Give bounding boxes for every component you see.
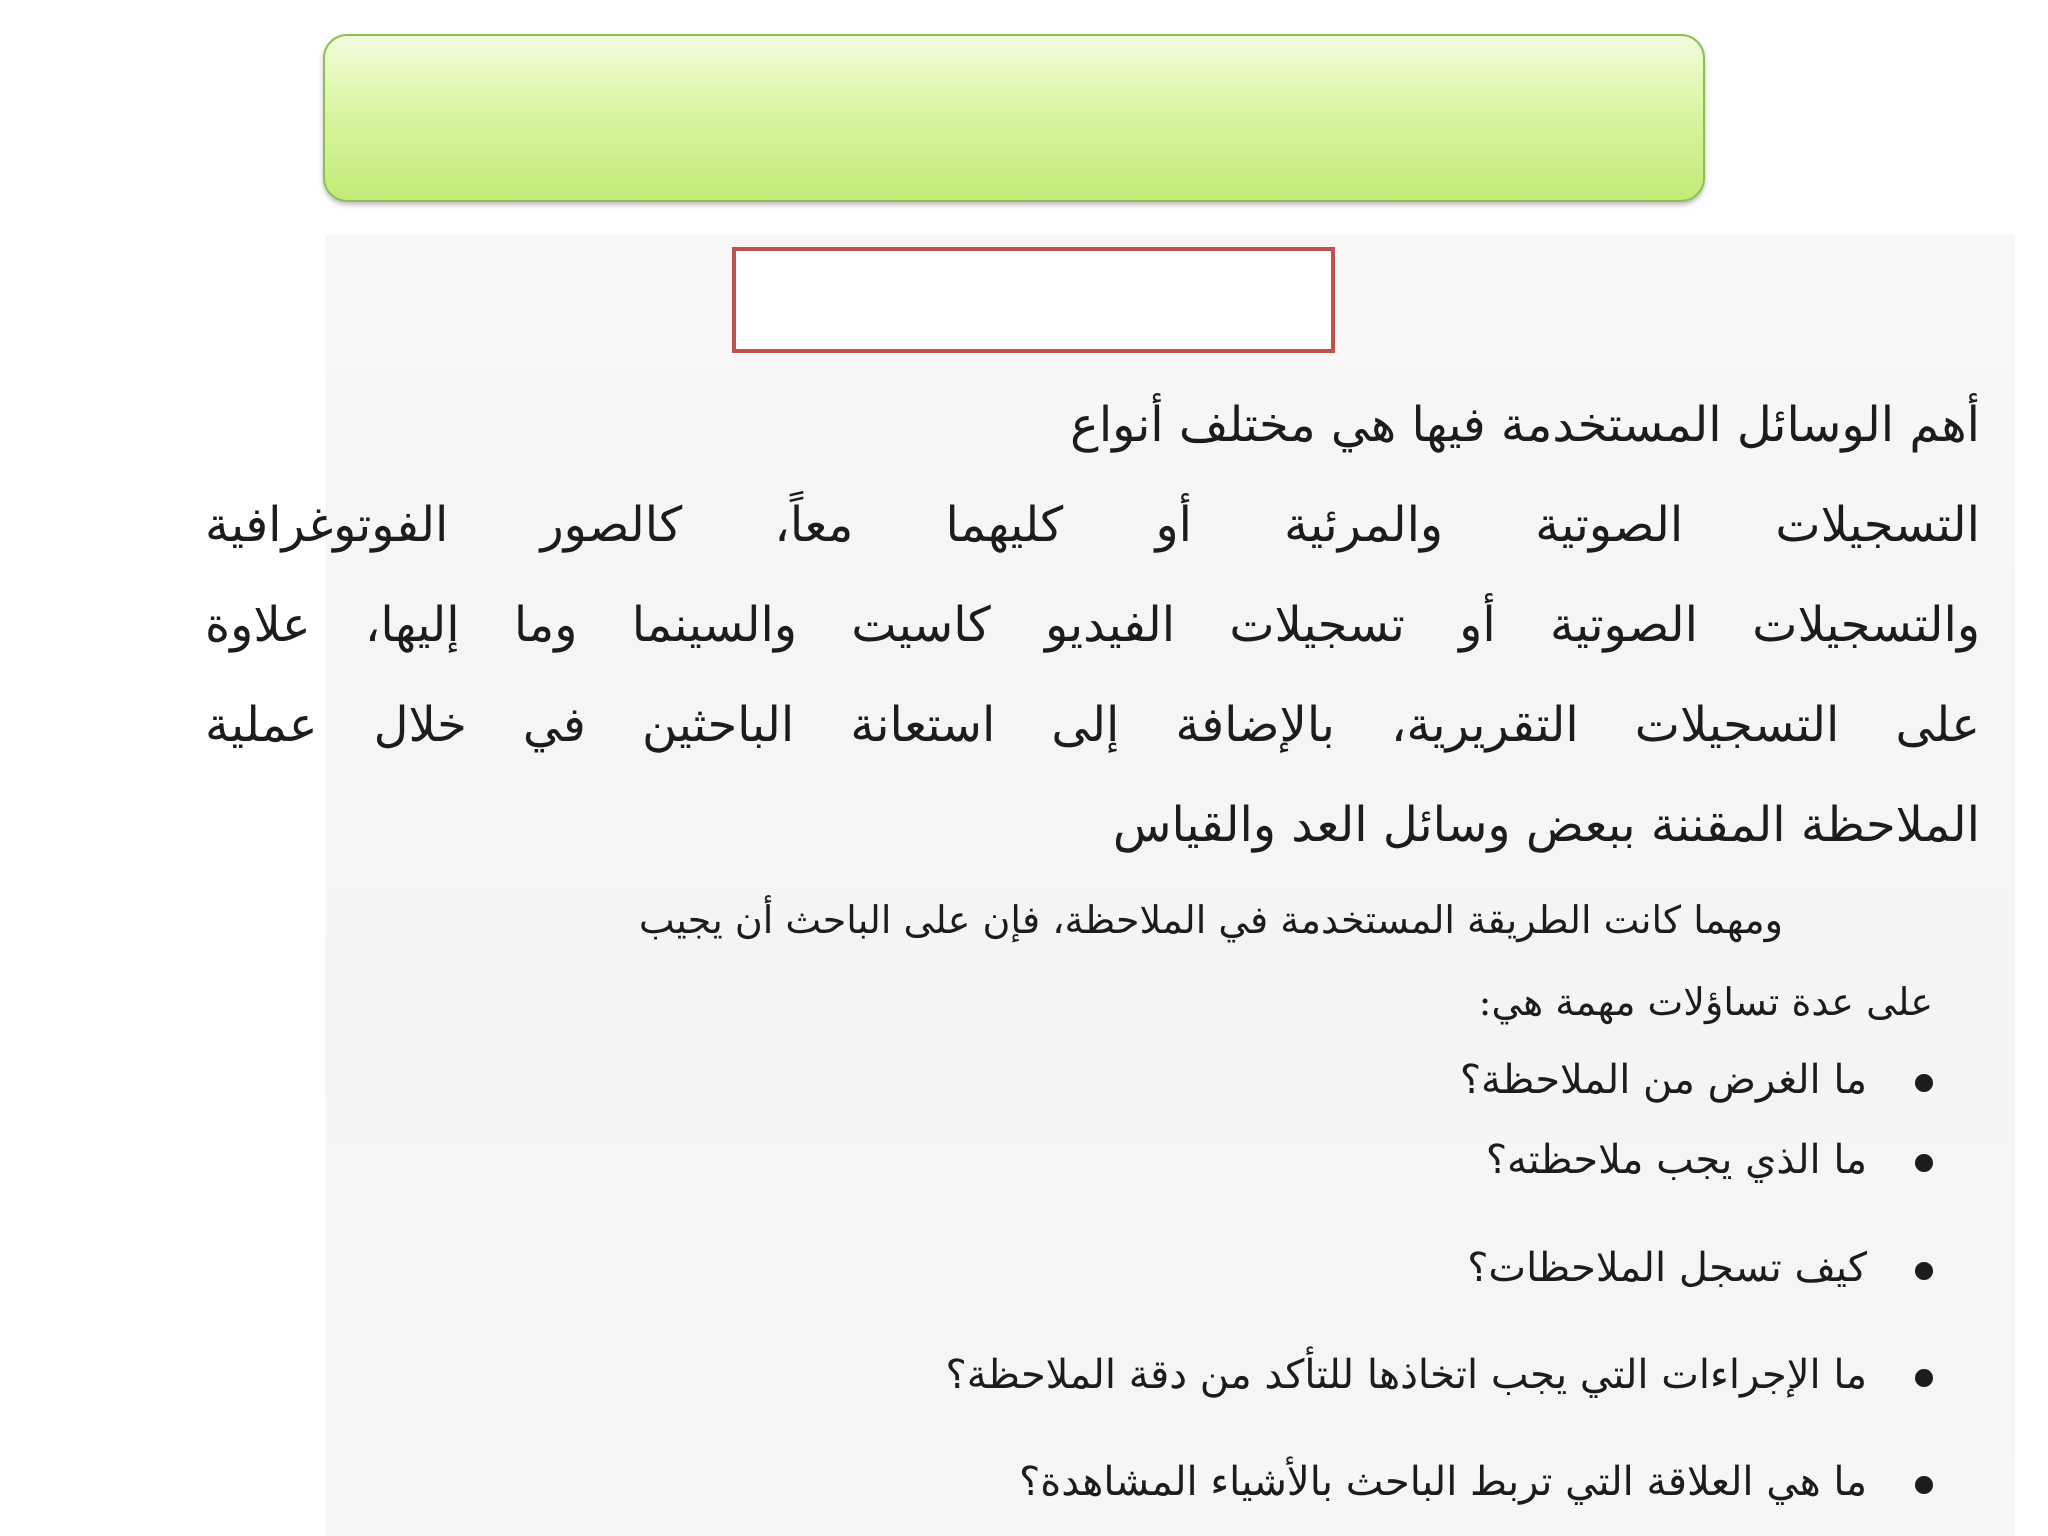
paragraph-line: والتسجيلات الصوتية أو تسجيلات الفيديو كاسيت والسينما وما إليها، علاوة <box>205 597 1980 653</box>
list-item <box>1460 1050 1933 1110</box>
paragraph-line: الملاحظة المقننة ببعض وسائل العد والقياس <box>1112 797 1980 853</box>
title-banner <box>323 34 1705 202</box>
list-item <box>1486 1130 1933 1190</box>
bullet-icon <box>1915 1262 1933 1280</box>
bullet-icon <box>1915 1369 1933 1387</box>
bullet-icon <box>1915 1476 1933 1494</box>
question-text: ما الغرض من الملاحظة؟ <box>1459 1057 1867 1103</box>
subtitle-frame <box>732 247 1335 353</box>
main-paragraph <box>205 375 1980 875</box>
bullet-icon <box>1915 1154 1933 1172</box>
paragraph-line: أهم الوسائل المستخدمة فيها هي مختلف أنواع <box>1070 397 1980 453</box>
list-item <box>1019 1452 1933 1512</box>
question-text: كيف تسجل الملاحظات؟ <box>1467 1245 1867 1291</box>
paragraph-line: التسجيلات الصوتية والمرئية أو كليهما معاً، كالصور الفوتوغرافية <box>205 497 1980 553</box>
intro-line-1: ومهما كانت الطريقة المستخدمة في الملاحظة، فإن على الباحث أن يجيب <box>638 898 1783 942</box>
list-item <box>1467 1238 1933 1298</box>
paragraph-line: على التسجيلات التقريرية، بالإضافة إلى استعانة الباحثين في خلال عملية <box>205 697 1980 753</box>
bullet-icon <box>1915 1074 1933 1092</box>
question-text: ما الذي يجب ملاحظته؟ <box>1485 1137 1867 1183</box>
intro-line-2: على عدة تساؤلات مهمة هي: <box>1478 980 1933 1024</box>
question-text: ما هي العلاقة التي تربط الباحث بالأشياء المشاهدة؟ <box>1019 1459 1867 1505</box>
question-text: ما الإجراءات التي يجب اتخاذها للتأكد من دقة الملاحظة؟ <box>945 1352 1867 1398</box>
list-item <box>945 1345 1933 1405</box>
